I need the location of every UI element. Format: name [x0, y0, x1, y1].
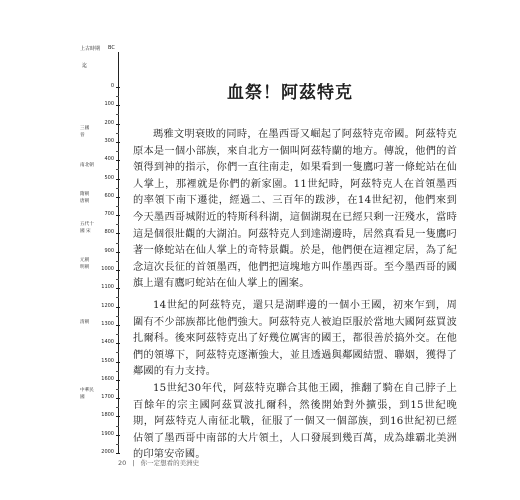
- timeline-tick-mark: [116, 398, 120, 399]
- timeline-tick-mark: [116, 435, 120, 436]
- timeline-minor-tick: [116, 96, 119, 97]
- article-paragraph-3: 15世紀30年代，阿茲特克聯合其他王國，推翻了騎在自己脖子上百餘年的宗主國阿茲買波扎爾科，然後開始對外擴張，到15世紀晚期，阿茲特克人南征北戰，征服了一個又一個部族，到16世紀初已經佔領了墨西哥中南部的大片領土，人口發展到幾百萬，成為雄霸北美洲的印第安帝國。: [133, 383, 457, 461]
- timeline-minor-tick: [116, 389, 119, 390]
- timeline-minor-tick: [116, 316, 119, 317]
- timeline-tick-mark: [116, 105, 120, 106]
- timeline-tick-mark: [116, 215, 120, 216]
- timeline-tick-mark: [116, 270, 120, 271]
- timeline-minor-tick: [116, 444, 119, 445]
- timeline-tick: [0, 101, 122, 113]
- timeline-tick: [0, 156, 122, 168]
- timeline-minor-tick: [116, 334, 119, 335]
- timeline-tick-label: 900: [104, 247, 114, 254]
- timeline-tick-mark: [116, 325, 120, 326]
- timeline-tick-label: 1800: [101, 412, 114, 419]
- timeline-header-sub: 迄: [82, 63, 88, 69]
- timeline-header-unit: BC: [108, 45, 115, 51]
- timeline-era-label: 隋朝 唐朝: [80, 192, 90, 204]
- timeline-minor-tick: [116, 224, 119, 225]
- article-paragraph-2: 14世紀的阿茲特克，還只是湖畔邊的一個小王國，初來乍到，周圍有不少部族都比他們強大。阿茲特克人被迫臣服於當地大國阿茲買波扎爾科。後來阿茲特克出了好幾位厲害的國王，都很善於搞外交。在他們的領導下，阿茲特克逐漸強大，並且透過與鄰國結盟、聯姻，獲得了鄰國的有力支持。: [133, 300, 457, 378]
- timeline-tick: [0, 302, 122, 315]
- timeline-tick-label: 600: [104, 192, 114, 199]
- timeline-tick-mark: [116, 453, 120, 454]
- timeline-tick: [0, 229, 122, 241]
- timeline-era-label: 元朝 明朝: [80, 258, 90, 270]
- page-footer: [118, 458, 203, 467]
- timeline-era-label: 中華民國: [80, 388, 94, 400]
- footer-separator: |: [132, 459, 135, 467]
- timeline-tick-mark: [116, 197, 120, 198]
- article-paragraph-1: 瑪雅文明衰敗的同時，在墨西哥又崛起了阿茲特克帝國。阿茲特克原本是一個小部族，來自北方一個叫阿茲特蘭的地方。傳說，他們的首領得到神的指示，你們一直往南走，如果看到一隻鷹叼著一條蛇站在仙人掌上，那裡就是你們的新家園。11世紀時，阿茲特克人在首領墨西的率領下南下遷徙，經過二、三百年的跋涉，在14世紀初，他們來到今天墨西哥城附近的特斯科科湖，這個湖現在已經只剩一汪殘水，當時這是個很壯觀的大湖泊。阿茲特克人到達湖邊時，居然真看見一隻鷹叼著一條蛇站在仙人掌上的奇特景觀。於是，他們便在這裡定居，為了紀念這次長征的首領墨西，他們把這塊地方叫作墨西哥。至今墨西哥的國旗上還有鷹叼蛇站在仙人掌上的圖案。: [133, 129, 457, 290]
- timeline-tick-mark: [116, 179, 120, 180]
- timeline-era-label: 三國 晉: [80, 126, 90, 138]
- article-title: 血祭！阿茲特克: [227, 83, 353, 103]
- timeline-tick: [0, 430, 122, 443]
- timeline-tick: [0, 284, 122, 296]
- timeline-minor-tick: [116, 407, 119, 408]
- timeline-tick-mark: [116, 160, 120, 161]
- book-title: 你一定想看的美洲史: [140, 459, 200, 467]
- timeline-tick-mark: [116, 307, 120, 308]
- timeline-tick: [0, 412, 122, 424]
- timeline-minor-tick: [116, 206, 119, 207]
- timeline-tick-mark: [116, 142, 120, 143]
- timeline-tick-mark: [116, 233, 120, 234]
- timeline-era-label: 五代十國 宋: [80, 222, 94, 234]
- timeline-minor-tick: [116, 151, 119, 152]
- timeline-tick: [0, 266, 122, 278]
- timeline-minor-tick: [116, 114, 119, 115]
- timeline-minor-tick: [116, 188, 119, 189]
- timeline-header-label: 上古時期: [80, 46, 101, 52]
- timeline-tick-mark: [116, 416, 120, 417]
- timeline-minor-tick: [116, 352, 119, 353]
- timeline-tick-mark: [116, 87, 120, 88]
- timeline-tick-label: 1000: [101, 266, 114, 272]
- timeline-tick-label: 100: [104, 101, 114, 108]
- timeline-tick-label: 200: [104, 119, 114, 126]
- timeline-minor-tick: [116, 261, 119, 262]
- timeline-minor-tick: [116, 279, 119, 280]
- timeline-tick-label: 1700: [101, 394, 114, 401]
- timeline-tick-mark: [116, 362, 120, 363]
- timeline-tick: [0, 119, 122, 132]
- timeline-minor-tick: [116, 297, 119, 298]
- timeline-tick-mark: [116, 124, 120, 125]
- timeline-tick: [0, 137, 122, 150]
- timeline-tick-label: 500: [104, 174, 114, 181]
- timeline-tick-label: 0: [110, 83, 114, 89]
- timeline-minor-tick: [116, 133, 119, 134]
- timeline-tick: [0, 83, 122, 95]
- timeline-tick-label: 300: [104, 137, 114, 144]
- timeline-tick-mark: [116, 288, 120, 289]
- timeline-tick-label: 1400: [101, 339, 114, 346]
- timeline-tick-mark: [116, 343, 120, 344]
- timeline-tick-mark: [116, 252, 120, 253]
- timeline-tick-label: 400: [104, 156, 114, 163]
- timeline-minor-tick: [116, 243, 119, 244]
- timeline-tick-label: 700: [104, 211, 114, 218]
- timeline-tick-label: 1100: [101, 284, 114, 291]
- timeline-tick: [0, 375, 122, 388]
- page-number: 20: [118, 459, 127, 467]
- timeline-minor-tick: [116, 426, 119, 427]
- timeline-tick: [0, 174, 122, 187]
- timeline-tick-label: 800: [104, 229, 114, 236]
- timeline-minor-tick: [116, 169, 119, 170]
- timeline-tick-label: 1300: [101, 320, 114, 327]
- timeline-tick-label: 2000: [101, 449, 114, 455]
- timeline-era-label: 南北朝: [80, 163, 94, 168]
- timeline-tick: [0, 192, 122, 205]
- timeline-tick-label: 1200: [101, 302, 114, 309]
- timeline-tick: [0, 211, 122, 223]
- timeline-tick-label: 1500: [101, 357, 114, 364]
- timeline-tick: [0, 449, 122, 461]
- timeline-tick-label: 1900: [101, 430, 114, 437]
- timeline-tick-label: 1600: [101, 375, 114, 382]
- timeline-era-label: 清朝: [80, 320, 90, 325]
- timeline-minor-tick: [116, 371, 119, 372]
- timeline-tick: [0, 247, 122, 260]
- timeline-tick: [0, 339, 122, 351]
- timeline-tick-mark: [116, 380, 120, 381]
- timeline-tick: [0, 357, 122, 370]
